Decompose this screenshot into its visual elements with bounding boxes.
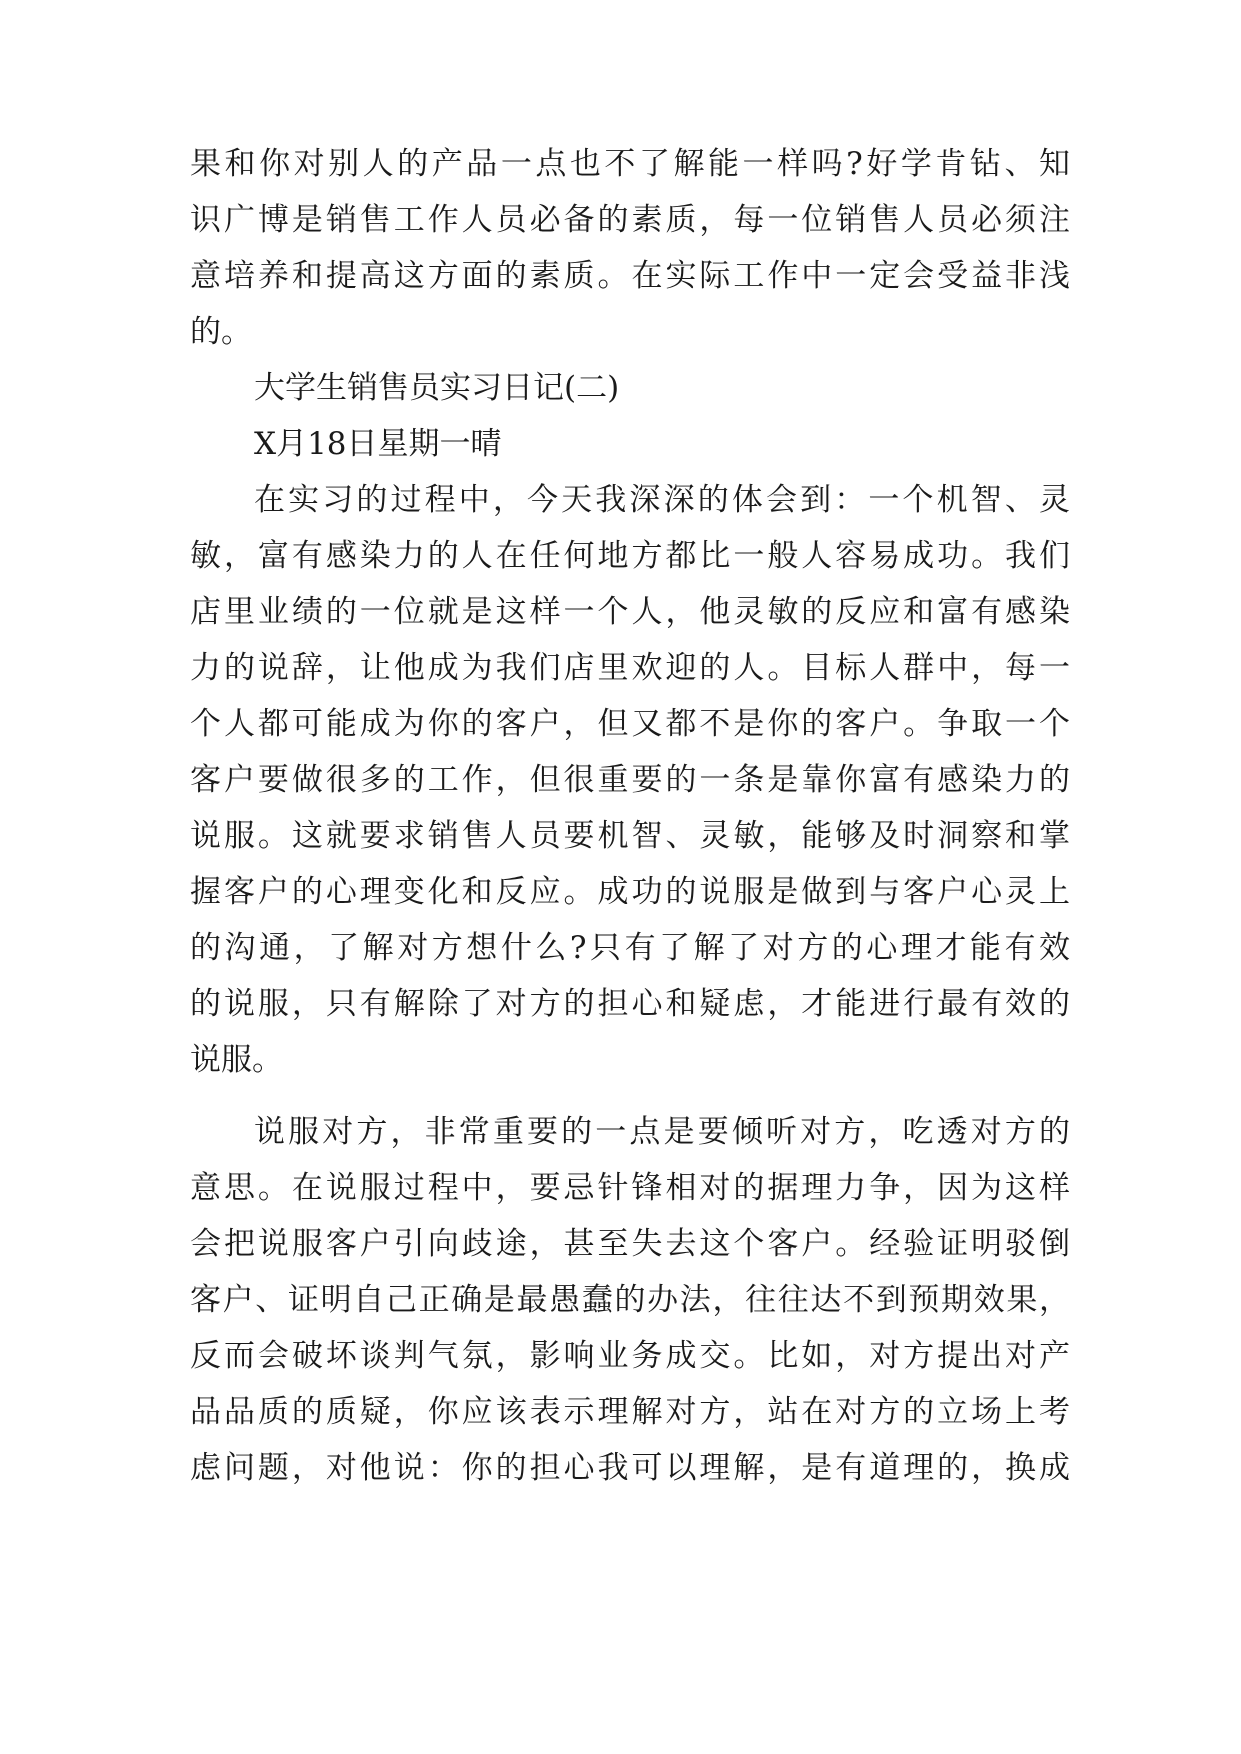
body-line: 说服。这就要求销售人员要机智、灵敏，能够及时洞察和掌	[190, 818, 1070, 854]
body-line: 说服对方，非常重要的一点是要倾听对方，吃透对方的	[254, 1114, 1070, 1150]
body-line: 力的说辞，让他成为我们店里欢迎的人。目标人群中，每一	[190, 650, 1070, 686]
body-line: 个人都可能成为你的客户，但又都不是你的客户。争取一个	[190, 706, 1070, 742]
body-line: 会把说服客户引向歧途，甚至失去这个客户。经验证明驳倒	[190, 1226, 1070, 1262]
body-line: 果和你对别人的产品一点也不了解能一样吗?好学肯钻、知	[190, 146, 1070, 182]
body-line: 的说服，只有解除了对方的担心和疑虑，才能进行最有效的	[190, 986, 1070, 1022]
body-line: 的。	[190, 314, 252, 350]
body-line: 识广博是销售工作人员必备的素质，每一位销售人员必须注	[190, 202, 1070, 238]
diary-date-line: X月18日星期一晴	[254, 426, 502, 462]
body-line: 客户要做很多的工作，但很重要的一条是靠你富有感染力的	[190, 762, 1070, 798]
body-line: 在实习的过程中，今天我深深的体会到：一个机智、灵	[254, 482, 1070, 518]
body-line: 客户、证明自己正确是最愚蠢的办法，往往达不到预期效果，	[190, 1282, 1070, 1318]
body-line: 意思。在说服过程中，要忌针锋相对的据理力争，因为这样	[190, 1170, 1070, 1206]
body-line: 虑问题，对他说：你的担心我可以理解，是有道理的，换成	[190, 1450, 1070, 1486]
section-heading: 大学生销售员实习日记(二)	[254, 370, 620, 406]
body-line: 的沟通，了解对方想什么?只有了解了对方的心理才能有效	[190, 930, 1070, 966]
body-line: 说服。	[190, 1042, 283, 1078]
body-line: 反而会破坏谈判气氛，影响业务成交。比如，对方提出对产	[190, 1338, 1070, 1374]
body-line: 店里业绩的一位就是这样一个人，他灵敏的反应和富有感染	[190, 594, 1070, 630]
body-line: 敏，富有感染力的人在任何地方都比一般人容易成功。我们	[190, 538, 1070, 574]
body-line: 品品质的质疑，你应该表示理解对方，站在对方的立场上考	[190, 1394, 1070, 1430]
body-line: 握客户的心理变化和反应。成功的说服是做到与客户心灵上	[190, 874, 1070, 910]
body-line: 意培养和提高这方面的素质。在实际工作中一定会受益非浅	[190, 258, 1070, 294]
